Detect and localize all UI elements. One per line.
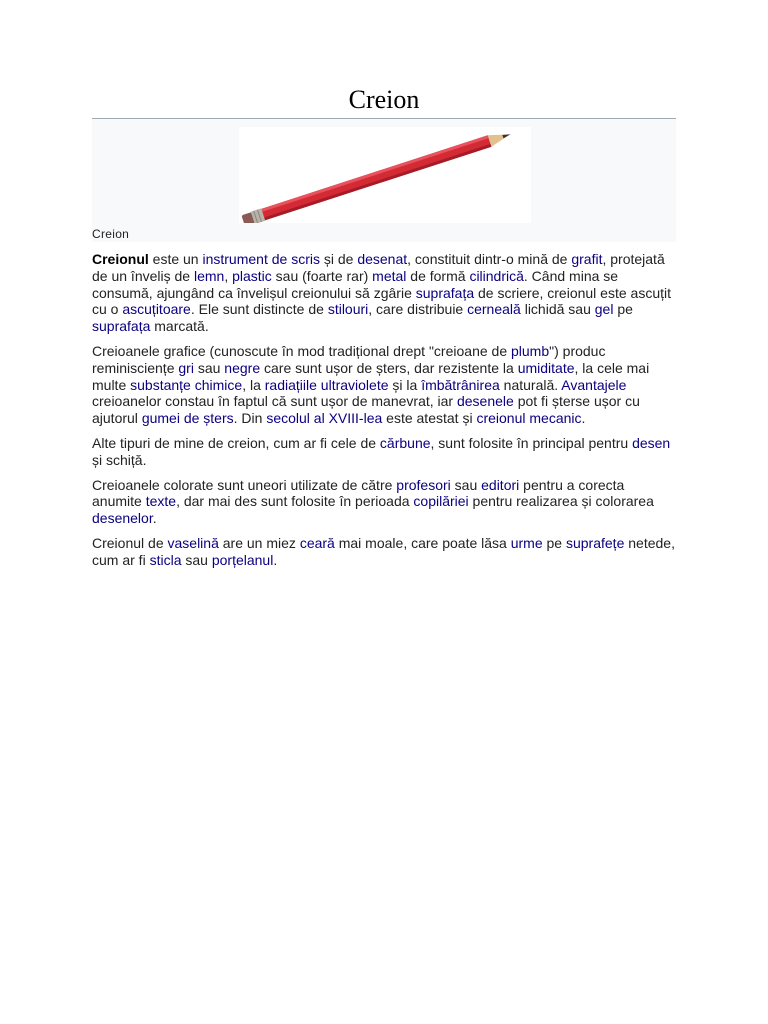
- article-link[interactable]: secolul al XVIII-lea: [266, 410, 383, 427]
- article-link[interactable]: ceară: [299, 534, 335, 551]
- article-link[interactable]: suprafața: [92, 318, 151, 335]
- article-link[interactable]: suprafețe: [565, 534, 625, 551]
- text-run: Creionul de: [92, 534, 168, 551]
- article-link[interactable]: lemn: [193, 267, 225, 284]
- text-run: Creioanele colorate sunt uneori utilizate de către: [92, 476, 397, 493]
- page-title: Creion: [348, 85, 420, 114]
- article-link[interactable]: desenele: [456, 393, 514, 410]
- text-run: sau: [181, 551, 212, 568]
- text-run: , dar mai des sunt folosite în perioada: [176, 493, 414, 510]
- text-run: . Când mina se consumă, ajungând ca învelișul creionului să zgârie: [92, 267, 619, 301]
- article-link[interactable]: umiditate: [517, 359, 575, 376]
- article-link[interactable]: copilăriei: [413, 493, 469, 510]
- text-run: .: [273, 551, 278, 568]
- article-link[interactable]: vaselină: [167, 534, 219, 551]
- text-run: pot fi șterse ușor cu ajutorul: [92, 393, 640, 427]
- paragraph: [92, 435, 676, 469]
- text-run: . Ele sunt distincte de: [190, 301, 328, 318]
- text-run: , la cele mai multe: [92, 359, 650, 393]
- article-link[interactable]: substanțe chimice: [130, 376, 243, 393]
- text-run: și de: [319, 251, 358, 267]
- article-link[interactable]: desen: [632, 434, 671, 451]
- article-link[interactable]: suprafața: [415, 284, 475, 301]
- text-run: , care distribuie: [368, 301, 468, 318]
- article-link[interactable]: ascuțitoare: [122, 301, 191, 318]
- text-run: .: [152, 510, 157, 527]
- paragraph: [92, 251, 676, 335]
- text-run: ") produc reminisciențe: [92, 342, 606, 376]
- text-run: pe: [613, 301, 633, 318]
- article-link[interactable]: gumei de șters: [141, 410, 234, 427]
- article-link[interactable]: radiațiile ultraviolete: [264, 376, 389, 393]
- article-link[interactable]: stilouri: [327, 301, 369, 318]
- text-run: și schiță.: [92, 451, 147, 468]
- text-run: sau (foarte rar): [271, 267, 373, 284]
- text-run: pe: [542, 534, 566, 551]
- article-link[interactable]: profesori: [396, 476, 451, 493]
- text-run: , protejată de un înveliș de: [92, 251, 665, 284]
- figure-caption: Creion: [92, 227, 130, 241]
- article-link[interactable]: editori: [481, 476, 520, 493]
- text-run: creioanelor constau în faptul că sunt ușor de manevrat, iar: [92, 393, 457, 410]
- paragraph: [92, 477, 676, 527]
- text-run: are un miez: [218, 534, 300, 551]
- paragraph: [92, 343, 676, 427]
- text-run: , sunt folosite în principal pentru: [430, 434, 633, 451]
- infobox-figure: [92, 119, 676, 242]
- article-link[interactable]: metal: [372, 267, 407, 284]
- text-run: este un: [148, 251, 203, 267]
- article-link[interactable]: gel: [594, 301, 614, 318]
- article-link[interactable]: cerneală: [467, 301, 521, 318]
- article-link[interactable]: cărbune: [379, 434, 431, 451]
- article-link[interactable]: plumb: [511, 342, 550, 359]
- text-run: sau: [193, 359, 225, 376]
- article-link[interactable]: porțelanul: [211, 551, 274, 568]
- article-link[interactable]: cilindrică: [469, 267, 524, 284]
- article-link[interactable]: Avantajele: [561, 376, 627, 393]
- text-run: naturală.: [499, 376, 562, 393]
- article-link[interactable]: plastic: [232, 267, 272, 284]
- article-link[interactable]: texte: [145, 493, 177, 510]
- article: [92, 84, 676, 577]
- article-link[interactable]: gri: [178, 359, 194, 376]
- article-link[interactable]: desenelor: [92, 510, 153, 527]
- article-body: [92, 251, 676, 569]
- text-run: mai moale, care poate lăsa: [334, 534, 511, 551]
- article-link[interactable]: sticla: [149, 551, 182, 568]
- article-link[interactable]: grafit: [571, 251, 603, 267]
- text-run: Creioanele grafice (cunoscute în mod tradițional drept "creioane de: [92, 342, 511, 359]
- text-run: .: [581, 410, 586, 427]
- text-run: și la: [388, 376, 422, 393]
- article-link[interactable]: instrument de scris: [202, 251, 320, 267]
- article-link[interactable]: creionul mecanic: [476, 410, 582, 427]
- article-link[interactable]: negre: [224, 359, 261, 376]
- text-run: Alte tipuri de mine de creion, cum ar fi cele de: [92, 434, 380, 451]
- paragraph: [92, 535, 676, 569]
- article-link[interactable]: urme: [510, 534, 543, 551]
- text-run: marcată.: [150, 318, 209, 335]
- text-run: lichidă sau: [520, 301, 595, 318]
- text-run: ,: [224, 267, 233, 284]
- text-run: . Din: [233, 410, 267, 427]
- text-run: , la: [242, 376, 265, 393]
- text-run: pentru realizarea și colorarea: [468, 493, 654, 510]
- article-link[interactable]: desenat: [357, 251, 408, 267]
- pencil-image: [239, 127, 531, 223]
- text-run: de scriere, creionul este ascuțit cu o: [92, 284, 671, 318]
- bold-term: Creionul: [92, 251, 149, 267]
- text-run: sau: [450, 476, 482, 493]
- article-link[interactable]: îmbătrânirea: [421, 376, 500, 393]
- text-run: pentru a corecta anumite: [92, 476, 625, 510]
- text-run: netede, cum ar fi: [92, 534, 675, 568]
- text-run: , constituit dintr-o mină de: [407, 251, 572, 267]
- text-run: este atestat și: [382, 410, 477, 427]
- text-run: care sunt ușor de șters, dar rezistente la: [260, 359, 518, 376]
- text-run: de formă: [406, 267, 470, 284]
